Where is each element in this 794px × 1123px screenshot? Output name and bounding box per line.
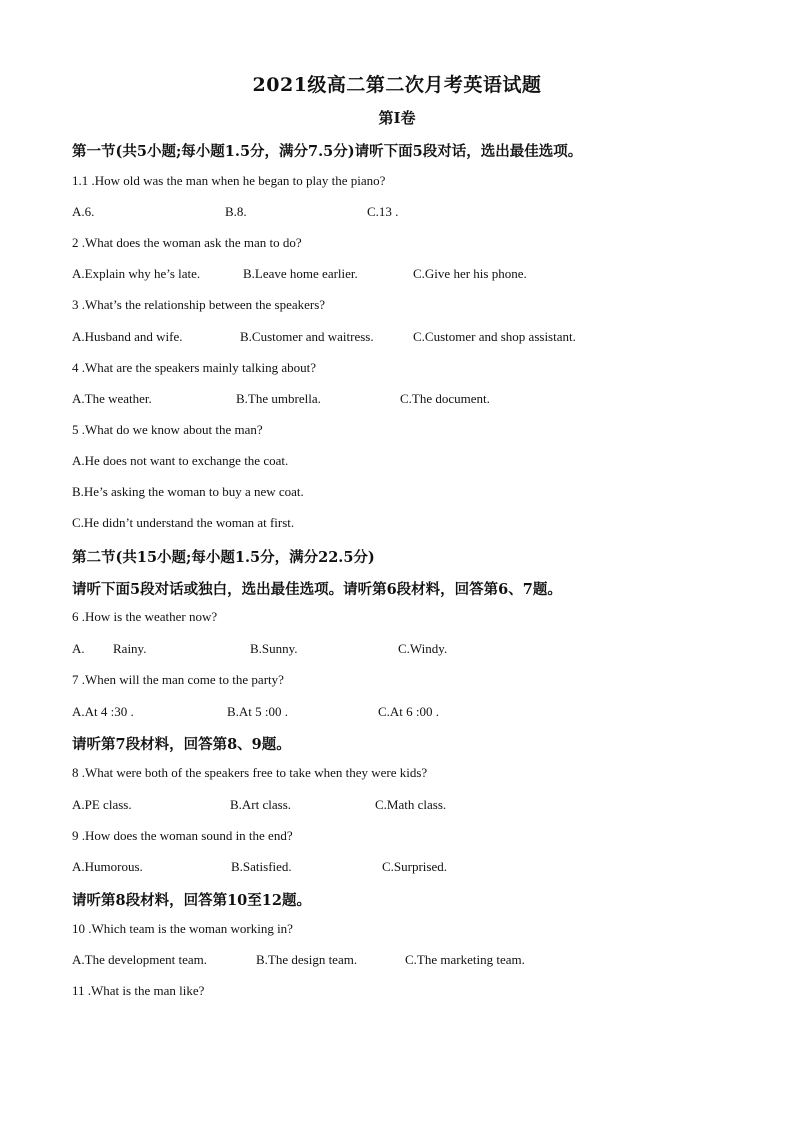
q4-option-b: B.The umbrella.	[236, 391, 321, 406]
q2-option-c: C.Give her his phone.	[413, 266, 527, 281]
instruction-8: 请听第8段材料，回答第10至12题。	[72, 892, 311, 909]
q8-option-c: C.Math class.	[375, 797, 447, 812]
q10-option-b: B.The design team.	[256, 952, 358, 967]
question-9: 9 .How does the woman sound in the end?	[72, 828, 293, 843]
q1-option-b: B.8.	[225, 204, 247, 219]
q7-option-a: A.At 4 :30 .	[72, 704, 134, 719]
q2-option-a: A.Explain why he’s late.	[72, 266, 201, 281]
q6-option-c: C.Windy.	[398, 641, 448, 656]
q5-option-c: C.He didn’t understand the woman at first.	[72, 515, 295, 530]
q5-option-a: A.He does not want to exchange the coat.	[72, 453, 289, 468]
question-3-options	[0, 329, 794, 349]
q6-option-a: Rainy.	[113, 641, 147, 656]
q1-option-c: C.13 .	[367, 204, 399, 219]
question-8: 8 .What were both of the speakers free to take when they were kids?	[72, 765, 428, 780]
question-4-options	[0, 391, 794, 411]
question-1-options	[0, 204, 794, 224]
q9-option-b: B.Satisfied.	[231, 859, 292, 874]
q3-option-a: A.Husband and wife.	[72, 329, 183, 344]
question-10: 10 .Which team is the woman working in?	[72, 921, 293, 936]
q4-option-a: A.The weather.	[72, 391, 152, 406]
section1-heading: 第一节(共5小题;每小题1.5分，满分7.5分)请听下面5段对话，选出最佳选项。	[72, 143, 583, 160]
instruction-7: 请听第7段材料，回答第8、9题。	[72, 736, 291, 753]
q4-option-c: C.The document.	[400, 391, 490, 406]
q9-option-a: A.Humorous.	[72, 859, 143, 874]
question-7: 7 .When will the man come to the party?	[72, 672, 284, 687]
question-5: 5 .What do we know about the man?	[72, 422, 263, 437]
question-8-options	[0, 797, 794, 817]
q7-option-c: C.At 6 :00 .	[378, 704, 440, 719]
q10-option-a: A.The development team.	[72, 952, 208, 967]
q3-option-c: C.Customer and shop assistant.	[413, 329, 576, 344]
question-9-options	[0, 859, 794, 879]
q10-option-c: C.The marketing team.	[405, 952, 525, 967]
question-2: 2 .What does the woman ask the man to do?	[72, 235, 302, 250]
question-11: 11 .What is the man like?	[72, 983, 205, 998]
q6-option-b: B.Sunny.	[250, 641, 298, 656]
question-3: 3 .What’s the relationship between the speakers?	[72, 297, 326, 312]
q2-option-b: B.Leave home earlier.	[243, 266, 358, 281]
question-10-options	[0, 952, 794, 972]
q5-option-b: B.He’s asking the woman to buy a new coat.	[72, 484, 304, 499]
q7-option-b: B.At 5 :00 .	[227, 704, 289, 719]
question-4: 4 .What are the speakers mainly talking about?	[72, 360, 317, 375]
page-subtitle: 第Ⅰ卷	[378, 109, 416, 127]
section2-heading: 第二节(共15小题;每小题1.5分，满分22.5分)	[72, 549, 375, 566]
q9-option-c: C.Surprised.	[382, 859, 447, 874]
q3-option-b: B.Customer and waitress.	[240, 329, 374, 344]
question-6: 6 .How is the weather now?	[72, 609, 218, 624]
question-7-options	[0, 704, 794, 724]
q6-option-a-letter: A.	[72, 641, 85, 656]
q8-option-a: A.PE class.	[72, 797, 132, 812]
q8-option-b: B.Art class.	[230, 797, 292, 812]
question-6-options	[0, 641, 794, 661]
question-2-options	[0, 266, 794, 286]
question-1: 1.1 .How old was the man when he began to play the piano?	[72, 173, 386, 188]
page-title: 2021级高二第二次月考英语试题	[252, 74, 542, 96]
q1-option-a: A.6.	[72, 204, 95, 219]
section2-instruction: 请听下面5段对话或独白，选出最佳选项。请听第6段材料，回答第6、7题。	[72, 581, 562, 598]
